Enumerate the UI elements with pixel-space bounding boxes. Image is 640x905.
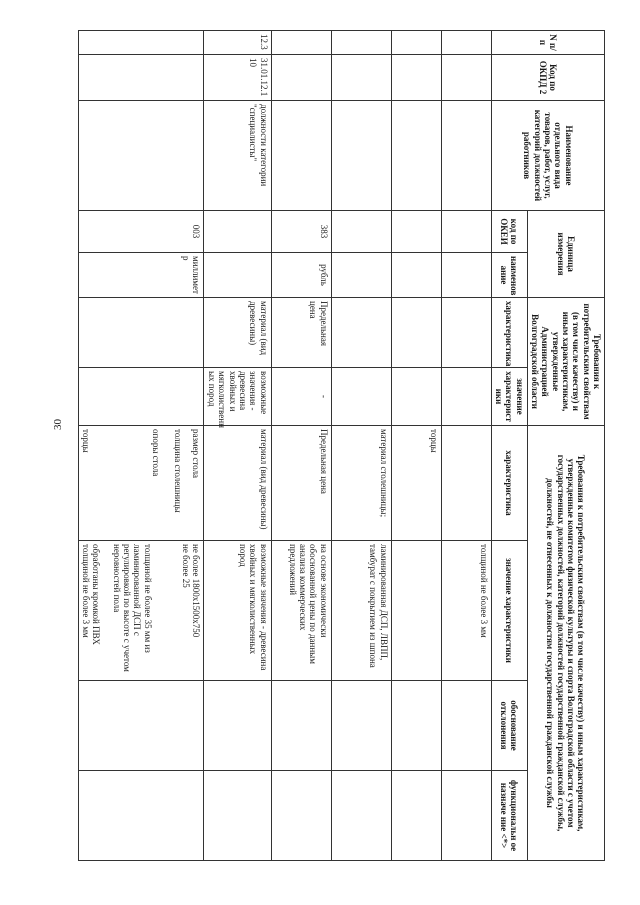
- header-unit-code: код по ОКЕИ: [491, 211, 527, 253]
- char-item: толщина столешницы: [173, 429, 184, 513]
- char-item: размер стола: [191, 429, 202, 479]
- header-n: N п/п: [491, 31, 604, 55]
- table-row: [78, 31, 204, 861]
- requirements-table: [78, 30, 605, 861]
- cell-char: материал (вид древесины): [204, 426, 271, 541]
- document-table-container: [55, 30, 605, 860]
- header-req-admin: Требования к потребительским свойствам (в том числе качеству) и иным характеристикам, утвержденные Администрацией Волгоградской области: [527, 298, 604, 426]
- header-row-1: [527, 31, 604, 861]
- cell-admin-char: материал (вид древесины): [204, 298, 271, 368]
- char-item: торцы: [81, 429, 92, 453]
- header-req-admin-val: значение характерист ики: [491, 368, 527, 426]
- value-item: толщиной не более 35 мм из ламинированной ДСП с регулировкой по высоте с учетом неровностей пола: [111, 544, 153, 672]
- table-row: [204, 31, 271, 861]
- header-justification: обоснование отклонения: [491, 681, 527, 771]
- cell-value: на основе экономически обоснованной цены по данным анализа коммерческих предложений: [271, 541, 331, 681]
- cell-value: возможные значения - древесина хвойных и мягколиственных пород: [204, 541, 271, 681]
- table-row: [271, 31, 331, 861]
- cell-admin-val: -: [271, 368, 331, 426]
- header-unit: Единица измерения: [527, 211, 604, 298]
- cell-admin-char: Предельная цена: [271, 298, 331, 368]
- table-row: [441, 31, 491, 861]
- cell-name: должности категории "специалисты": [204, 101, 271, 211]
- header-req-committee: Требования к потребительским свойствам (в том числе качеству) и иным характеристикам, утвержденные комитетом физической культуры и спорта Волгоградской области с учетом государственных должностей, категорий должностей государственной гражданской службы, должностей, не отнесенных к должностям государственной гражданской службы: [527, 426, 604, 861]
- cell-unit-name: миллимет р: [78, 253, 204, 298]
- value-item: не более 1800х1500х750: [191, 544, 202, 638]
- cell-unit-name: рубль: [271, 253, 331, 298]
- value-item: обработаны кромкой ПВХ толщиной не более 3 мм: [81, 544, 102, 645]
- cell-unit-code: 003: [78, 211, 204, 253]
- page-number: 30: [52, 419, 64, 430]
- cell-char: торцы: [391, 426, 441, 541]
- cell-unit-code: 383: [271, 211, 331, 253]
- header-req-admin-char: характеристика: [491, 298, 527, 368]
- cell-admin-val: возможные значения - древесина хвойных и мягколиственн ых пород: [204, 368, 271, 426]
- header-purpose: функциональн ое назначе ние <*>: [491, 771, 527, 861]
- header-req-committee-char: характеристика: [491, 426, 527, 541]
- cell-okpd: 31.01.12.1 10: [204, 55, 271, 101]
- value-item: не более 25: [181, 544, 192, 588]
- cell-n: 12.3: [204, 31, 271, 55]
- cell-char-list: [78, 426, 204, 541]
- header-okpd: Код по ОКПД 2: [491, 55, 604, 101]
- cell-value: ламинированная ДСП, ЛВПП, тамбурат с покрытием из шпона: [331, 541, 391, 681]
- char-item: опоры стола: [151, 429, 162, 477]
- header-name: Наименование отдельного вида товаров, работ, услуг, категорий должностей работников: [491, 101, 604, 211]
- cell-value: толщиной не более 3 мм: [441, 541, 491, 681]
- cell-char: Предельная цена: [271, 426, 331, 541]
- cell-char: материал столешницы;: [331, 426, 391, 541]
- cell-value-list: [78, 541, 204, 681]
- header-unit-name: наименов ание: [491, 253, 527, 298]
- table-row: [391, 31, 441, 861]
- header-req-committee-val: значение характеристики: [491, 541, 527, 681]
- table-row: [331, 31, 391, 861]
